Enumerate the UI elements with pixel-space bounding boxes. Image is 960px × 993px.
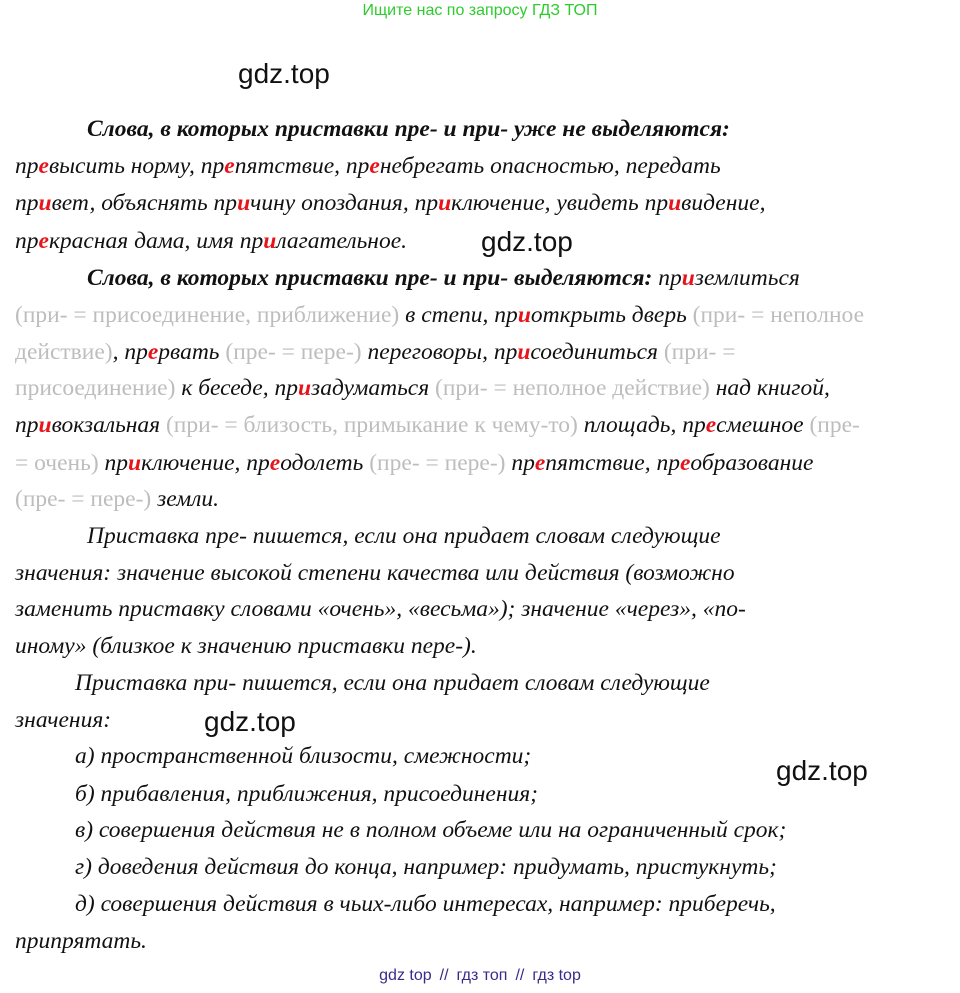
watermark: gdz.top (776, 755, 868, 786)
footer-link[interactable]: gdz top (379, 967, 432, 984)
rule-pri-item-e: д) совершения действия в чьих-либо интересах, например: приберечь, (75, 891, 776, 917)
watermark: gdz.top (204, 706, 296, 737)
rule-pre-line-3: заменить приставку словами «очень», «весьма»); значение «через», «по- (15, 596, 746, 622)
section2-line-7: (пре- = пере-) земли. (15, 486, 220, 512)
section2-line-6: = очень) приключение, преодолеть (пре- = пере-) препятствие, преобразование (15, 450, 814, 476)
rule-pri-intro: Приставка при- пишется, если она придает словам следующие (75, 670, 710, 696)
rule-pri-tail: припрятать. (15, 928, 147, 954)
rule-pre-line-1: Приставка пре- пишется, если она придает словам следующие (87, 523, 721, 549)
section2-line-3: действие), прервать (пре- = пере-) переговоры, присоединиться (при- = (15, 339, 736, 365)
section2-line-4: присоединение) к беседе, призадуматься (при- = неполное действие) над книгой, (15, 375, 830, 401)
section2-line-5: привокзальная (при- = близость, примыкание к чему-то) площадь, пресмешное (пре- (15, 412, 860, 438)
search-banner[interactable]: Ищите нас по запросу ГДЗ ТОП (362, 2, 598, 19)
section2-heading: Слова, в которых приставки пре- и при- выделяются: (87, 265, 653, 291)
rule-pri-item-c: в) совершения действия не в полном объеме или на ограниченный срок; (75, 817, 787, 843)
footer-separator: // (439, 967, 449, 984)
footer-link[interactable]: гдз top (532, 967, 581, 984)
rule-pri-item-a: а) пространственной близости, смежности; (75, 743, 532, 769)
section1-line-3: прекрасная дама, имя прилагательное. (15, 228, 408, 254)
section1-line-2: привет, объяснять причину опоздания, приключение, увидеть привидение, (15, 190, 766, 216)
rule-pre-line-4: иному» (близкое к значению приставки пере-). (15, 633, 477, 659)
rule-pri-item-d: г) доведения действия до конца, например: придумать, пристукнуть; (75, 854, 777, 880)
footer-link[interactable]: гдз топ (456, 967, 508, 984)
section1-line-1: превысить норму, препятствие, пренебрегать опасностью, передать (15, 153, 721, 179)
section2-line-1: Слова, в которых приставки пре- и при- выделяются: приземлиться (87, 265, 800, 291)
footer-separator: // (515, 967, 525, 984)
footer-links (0, 967, 960, 985)
watermark: gdz.top (481, 226, 573, 257)
rule-pre-line-2: значения: значение высокой степени качества или действия (возможно (15, 560, 735, 586)
rule-pri-intro-2: значения: (15, 707, 112, 733)
watermark: gdz.top (238, 58, 330, 89)
section1-heading: Слова, в которых приставки пре- и при- уже не выделяются: (87, 116, 730, 142)
section2-line-2: (при- = присоединение, приближение) в степи, приоткрыть дверь (при- = неполное (15, 302, 865, 328)
rule-pri-item-b: б) прибавления, приближения, присоединения; (75, 781, 539, 807)
